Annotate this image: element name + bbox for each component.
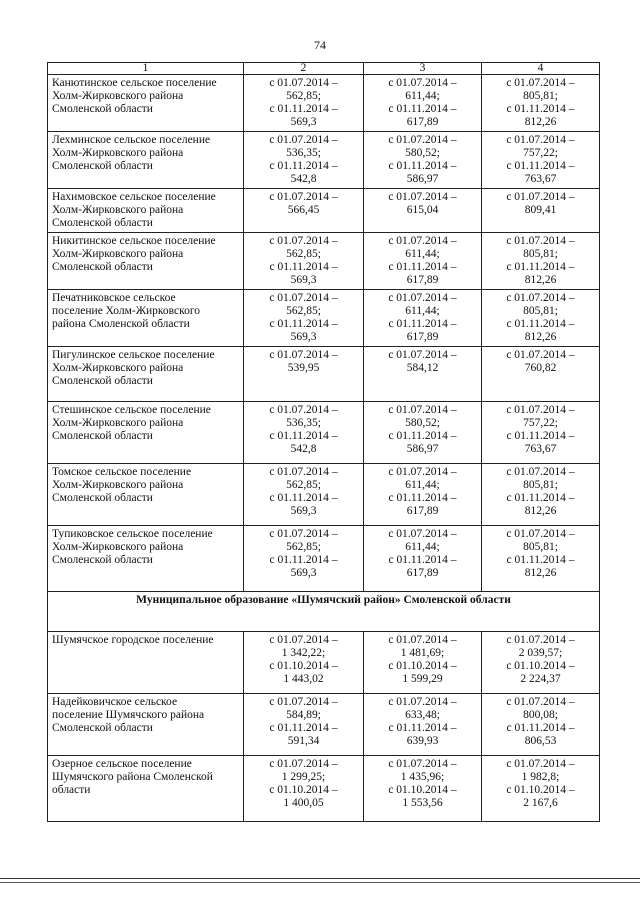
tariff-cell-col3-line: 611,44; xyxy=(405,305,440,317)
tariff-cell-col2-line: с 01.11.2014 – xyxy=(269,160,338,172)
tariff-cell-col3-line: 617,89 xyxy=(406,567,439,579)
table-row xyxy=(48,290,600,347)
tariff-cell-col2-line: 584,89; xyxy=(286,709,321,721)
tariff-cell-col3-line: с 01.11.2014 – xyxy=(388,554,457,566)
tariff-cell-col3-line: с 01.07.2014 – xyxy=(388,77,457,89)
settlement-name-cell xyxy=(48,132,244,189)
tariff-cell-col4-line: с 01.07.2014 – xyxy=(506,134,575,146)
settlement-name-cell xyxy=(48,526,244,592)
tariff-cell-col2-line: 1 342,22; xyxy=(281,647,326,659)
section-title: Муниципальное образование «Шумячский район» Смоленской области xyxy=(48,592,600,632)
tariff-cell-col3 xyxy=(364,347,482,402)
settlement-name-cell xyxy=(48,402,244,464)
tariff-cell-col4-line: 2 039,57; xyxy=(518,647,563,659)
tariff-cell-col4-line: 812,26 xyxy=(524,331,557,343)
tariff-cell-col4-line: с 01.11.2014 – xyxy=(506,318,575,330)
tariff-cell-col3-line: 1 599,29 xyxy=(402,673,443,685)
page-number: 74 xyxy=(314,38,326,52)
tariff-cell-col2-line: 562,85; xyxy=(286,248,321,260)
tariff-cell-col4-line: с 01.11.2014 – xyxy=(506,160,575,172)
tariff-cell-col4-line: с 01.07.2014 – xyxy=(506,404,575,416)
tariff-cell-col4-line: с 01.10.2014 – xyxy=(506,784,575,796)
tariff-cell-col2-line: 562,85; xyxy=(286,479,321,491)
tariff-cell-col3-line: с 01.07.2014 – xyxy=(388,235,457,247)
tariff-cell-col2-line: с 01.07.2014 – xyxy=(269,404,338,416)
tariff-cell-col3-line: 1 481,69; xyxy=(400,647,445,659)
tariff-cell-col3 xyxy=(364,233,482,290)
tariff-cell-col4-line: 760,82 xyxy=(524,362,557,374)
settlement-name-cell xyxy=(48,347,244,402)
tariff-cell-col4-line: с 01.11.2014 – xyxy=(506,261,575,273)
tariff-cell-col3-line: 586,97 xyxy=(406,173,439,185)
tariff-cell-col3-line: 639,93 xyxy=(406,735,439,747)
section-row xyxy=(48,592,600,632)
tariff-cell-col4-line: с 01.10.2014 – xyxy=(506,660,575,672)
settlement-name-cell-line: Томское сельское поселение xyxy=(52,466,192,478)
tariff-cell-col2-line: 569,3 xyxy=(290,505,317,517)
tariff-cell-col3 xyxy=(364,526,482,592)
tariff-cell-col2-line: 562,85; xyxy=(286,541,321,553)
settlement-name-cell-line: Нахимовское сельское поселение xyxy=(52,191,216,203)
tariff-cell-col2-line: с 01.10.2014 – xyxy=(269,660,338,672)
tariff-cell-col2-line: с 01.11.2014 – xyxy=(269,554,338,566)
tariff-cell-col4-line: с 01.07.2014 – xyxy=(506,235,575,247)
tariff-cell-col2-line: с 01.07.2014 – xyxy=(269,696,338,708)
tariff-cell-col4 xyxy=(482,233,600,290)
tariff-cell-col3 xyxy=(364,189,482,233)
tariff-cell-col3-line: с 01.10.2014 – xyxy=(388,660,457,672)
tariff-cell-col3 xyxy=(364,632,482,694)
tariff-cell-col3-line: 611,44; xyxy=(405,90,440,102)
tariff-cell-col2-line: 569,3 xyxy=(290,331,317,343)
tariff-cell-col3-line: 1 435,96; xyxy=(400,771,445,783)
footer-rule xyxy=(0,878,640,879)
tariff-cell-col4-line: 809,41 xyxy=(524,204,557,216)
tariff-cell-col3-line: с 01.07.2014 – xyxy=(388,696,457,708)
footer-rule xyxy=(0,882,640,883)
tariff-cell-col3 xyxy=(364,75,482,132)
tariff-cell-col4-line: с 01.07.2014 – xyxy=(506,466,575,478)
settlement-name-cell-line: Надейковичское сельское xyxy=(52,696,178,708)
tariff-cell-col4-line: с 01.07.2014 – xyxy=(506,191,575,203)
tariff-cell-col2-line: с 01.11.2014 – xyxy=(269,492,338,504)
tariff-cell-col3-line: с 01.07.2014 – xyxy=(388,292,457,304)
tariff-cell-col4-line: 757,22; xyxy=(523,147,558,159)
tariff-cell-col2-line: 1 400,05 xyxy=(283,797,324,809)
settlement-name-cell-line: Холм-Жирковского района xyxy=(52,541,184,553)
tariff-cell-col3-line: с 01.07.2014 – xyxy=(388,634,457,646)
tariff-cell-col3-line: 617,89 xyxy=(406,505,439,517)
tariff-cell-col3-line: 580,52; xyxy=(405,147,440,159)
settlement-name-cell-line: поселение Шумячского района xyxy=(52,709,205,721)
tariff-cell-col4 xyxy=(482,189,600,233)
tariff-cell-col2 xyxy=(244,632,364,694)
table-row xyxy=(48,347,600,402)
settlement-name-cell-line: Смоленской области xyxy=(52,554,153,566)
tariff-cell-col2 xyxy=(244,189,364,233)
tariff-cell-col3-line: с 01.07.2014 – xyxy=(388,191,457,203)
tariff-cell-col3-line: с 01.07.2014 – xyxy=(388,404,457,416)
tariff-cell-col3-line: 580,52; xyxy=(405,417,440,429)
tariff-cell-col4 xyxy=(482,75,600,132)
tariff-cell-col4-line: 1 982,8; xyxy=(521,771,560,783)
tariff-cell-col2-line: 569,3 xyxy=(290,567,317,579)
settlement-name-cell-line: Смоленской области xyxy=(52,722,153,734)
tariff-cell-col4-line: с 01.07.2014 – xyxy=(506,634,575,646)
settlement-name-cell-line: Лехминское сельское поселение xyxy=(52,134,211,146)
settlement-name-cell xyxy=(48,464,244,526)
table-row xyxy=(48,694,600,756)
tariff-cell-col4-line: с 01.07.2014 – xyxy=(506,349,575,361)
table-body xyxy=(48,75,600,822)
tariff-cell-col3-line: с 01.07.2014 – xyxy=(388,134,457,146)
settlement-name-cell xyxy=(48,75,244,132)
tariff-cell-col2 xyxy=(244,694,364,756)
settlement-name-cell-line: Озерное сельское поселение xyxy=(52,758,192,770)
tariff-cell-col4-line: 805,81; xyxy=(523,479,558,491)
tariff-cell-col4-line: 812,26 xyxy=(524,505,557,517)
tariff-cell-col2-line: с 01.07.2014 – xyxy=(269,528,338,540)
tariff-cell-col4 xyxy=(482,694,600,756)
tariff-cell-col3-line: 611,44; xyxy=(405,541,440,553)
settlement-name-cell xyxy=(48,290,244,347)
column-header: 2 xyxy=(244,63,364,75)
settlement-name-cell-line: Холм-Жирковского района xyxy=(52,248,184,260)
settlement-name-cell xyxy=(48,632,244,694)
settlement-name-cell-line: Канютинское сельское поселение xyxy=(52,77,217,89)
settlement-name-cell-line: Пигулинское сельское поселение xyxy=(52,349,215,361)
tariff-cell-col4-line: с 01.11.2014 – xyxy=(506,722,575,734)
settlement-name-cell-line: Шумячское городское поселение xyxy=(52,634,214,646)
settlement-name-cell-line: Холм-Жирковского района xyxy=(52,362,184,374)
tariff-cell-col4-line: с 01.11.2014 – xyxy=(506,430,575,442)
tariff-cell-col3-line: 617,89 xyxy=(406,116,439,128)
settlement-name-cell-line: Смоленской области xyxy=(52,160,153,172)
tariff-cell-col4 xyxy=(482,756,600,822)
tariff-cell-col2-line: с 01.07.2014 – xyxy=(269,466,338,478)
tariff-cell-col2-line: с 01.07.2014 – xyxy=(269,758,338,770)
tariff-cell-col4-line: с 01.07.2014 – xyxy=(506,696,575,708)
tariff-cell-col4-line: с 01.11.2014 – xyxy=(506,492,575,504)
settlement-name-cell-line: поселение Холм-Жирковского xyxy=(52,305,201,317)
settlement-name-cell-line: Тупиковское сельское поселение xyxy=(52,528,213,540)
tariff-cell-col2-line: 539,95 xyxy=(287,362,320,374)
settlement-name-cell-line: Смоленской области xyxy=(52,103,153,115)
tariff-cell-col3-line: с 01.11.2014 – xyxy=(388,430,457,442)
tariff-cell-col4-line: 812,26 xyxy=(524,567,557,579)
tariff-cell-col2-line: с 01.11.2014 – xyxy=(269,261,338,273)
tariff-cell-col3 xyxy=(364,290,482,347)
settlement-name-cell-line: Смоленской области xyxy=(52,261,153,273)
tariff-cell-col3 xyxy=(364,402,482,464)
tariff-cell-col4 xyxy=(482,290,600,347)
tariff-cell-col4 xyxy=(482,132,600,189)
tariff-cell-col2-line: с 01.07.2014 – xyxy=(269,77,338,89)
tariff-cell-col2 xyxy=(244,132,364,189)
settlement-name-cell xyxy=(48,233,244,290)
tariff-cell-col2-line: с 01.07.2014 – xyxy=(269,134,338,146)
tariff-cell-col2-line: 542,8 xyxy=(290,443,317,455)
tariff-cell-col4-line: 800,08; xyxy=(523,709,558,721)
tariff-cell-col4 xyxy=(482,526,600,592)
table-row xyxy=(48,632,600,694)
tariff-cell-col2 xyxy=(244,75,364,132)
tariff-cell-col2-line: с 01.07.2014 – xyxy=(269,634,338,646)
tariff-cell-col2-line: 536,35; xyxy=(286,147,321,159)
tariff-cell-col3-line: с 01.11.2014 – xyxy=(388,492,457,504)
tariff-cell-col3-line: 584,12 xyxy=(406,362,439,374)
settlement-name-cell-line: Стешинское сельское поселение xyxy=(52,404,211,416)
tariff-cell-col2-line: 1 299,25; xyxy=(281,771,326,783)
settlement-name-cell-line: Холм-Жирковского района xyxy=(52,204,184,216)
tariff-cell-col3 xyxy=(364,756,482,822)
tariff-cell-col3-line: 615,04 xyxy=(406,204,439,216)
tariff-cell-col3 xyxy=(364,132,482,189)
tariff-cell-col4-line: 805,81; xyxy=(523,90,558,102)
table-row xyxy=(48,402,600,464)
tariff-cell-col2-line: 569,3 xyxy=(290,274,317,286)
tariff-cell-col2-line: с 01.11.2014 – xyxy=(269,103,338,115)
column-header: 4 xyxy=(482,63,600,75)
tariff-cell-col2 xyxy=(244,290,364,347)
tariff-cell-col4-line: с 01.11.2014 – xyxy=(506,554,575,566)
tariff-cell-col3-line: с 01.11.2014 – xyxy=(388,722,457,734)
tariff-cell-col2 xyxy=(244,526,364,592)
settlement-name-cell-line: Смоленской области xyxy=(52,375,153,387)
tariff-cell-col2-line: с 01.11.2014 – xyxy=(269,722,338,734)
tariff-cell-col3-line: с 01.11.2014 – xyxy=(388,261,457,273)
settlement-name-cell-line: Смоленской области xyxy=(52,217,153,229)
table-row xyxy=(48,756,600,822)
tariff-cell-col2-line: 536,35; xyxy=(286,417,321,429)
tariff-cell-col2 xyxy=(244,756,364,822)
tariff-cell-col2-line: с 01.07.2014 – xyxy=(269,292,338,304)
tariff-cell-col3-line: с 01.07.2014 – xyxy=(388,528,457,540)
tariff-cell-col3-line: с 01.07.2014 – xyxy=(388,349,457,361)
tariff-cell-col4-line: 2 224,37 xyxy=(520,673,561,685)
tariff-cell-col3-line: 611,44; xyxy=(405,248,440,260)
tariff-cell-col4-line: 757,22; xyxy=(523,417,558,429)
table-row xyxy=(48,526,600,592)
settlement-name-cell-line: Печатниковское сельское xyxy=(52,292,176,304)
tariff-cell-col2-line: 562,85; xyxy=(286,305,321,317)
tariff-cell-col3-line: с 01.07.2014 – xyxy=(388,758,457,770)
tariff-cell-col4-line: с 01.11.2014 – xyxy=(506,103,575,115)
tariff-cell-col3-line: 1 553,56 xyxy=(402,797,443,809)
settlement-name-cell-line: Холм-Жирковского района xyxy=(52,479,184,491)
tariff-cell-col3 xyxy=(364,464,482,526)
table-row xyxy=(48,75,600,132)
tariff-cell-col2 xyxy=(244,233,364,290)
tariff-table xyxy=(47,62,600,822)
tariff-cell-col4-line: 763,67 xyxy=(524,443,557,455)
tariff-cell-col2-line: с 01.07.2014 – xyxy=(269,349,338,361)
table-row xyxy=(48,233,600,290)
tariff-cell-col3-line: 617,89 xyxy=(406,331,439,343)
tariff-cell-col4-line: 2 167,6 xyxy=(523,797,558,809)
tariff-cell-col4 xyxy=(482,347,600,402)
table-row xyxy=(48,464,600,526)
tariff-cell-col3-line: 586,97 xyxy=(406,443,439,455)
table-row xyxy=(48,189,600,233)
tariff-cell-col2 xyxy=(244,464,364,526)
tariff-cell-col3-line: 633,48; xyxy=(405,709,440,721)
tariff-cell-col2 xyxy=(244,402,364,464)
tariff-cell-col3-line: с 01.07.2014 – xyxy=(388,466,457,478)
tariff-cell-col3-line: с 01.11.2014 – xyxy=(388,103,457,115)
settlement-name-cell xyxy=(48,694,244,756)
header-row xyxy=(48,63,600,75)
tariff-cell-col2-line: с 01.07.2014 – xyxy=(269,191,338,203)
tariff-cell-col3-line: 611,44; xyxy=(405,479,440,491)
tariff-cell-col4 xyxy=(482,632,600,694)
column-header: 1 xyxy=(48,63,244,75)
settlement-name-cell xyxy=(48,756,244,822)
tariff-cell-col2-line: с 01.11.2014 – xyxy=(269,318,338,330)
tariff-cell-col4-line: 805,81; xyxy=(523,248,558,260)
settlement-name-cell xyxy=(48,189,244,233)
settlement-name-cell-line: Смоленской области xyxy=(52,492,153,504)
tariff-cell-col4-line: с 01.07.2014 – xyxy=(506,528,575,540)
tariff-cell-col2-line: 591,34 xyxy=(287,735,320,747)
tariff-cell-col3-line: 617,89 xyxy=(406,274,439,286)
tariff-cell-col3-line: с 01.11.2014 – xyxy=(388,160,457,172)
settlement-name-cell-line: Холм-Жирковского района xyxy=(52,90,184,102)
tariff-cell-col4-line: с 01.07.2014 – xyxy=(506,292,575,304)
tariff-cell-col2-line: с 01.10.2014 – xyxy=(269,784,338,796)
tariff-cell-col4 xyxy=(482,464,600,526)
tariff-cell-col2-line: 566,45 xyxy=(287,204,320,216)
settlement-name-cell-line: области xyxy=(52,784,91,796)
tariff-cell-col2-line: 1 443,02 xyxy=(283,673,324,685)
tariff-cell-col4-line: с 01.07.2014 – xyxy=(506,758,575,770)
tariff-cell-col4-line: 805,81; xyxy=(523,541,558,553)
tariff-cell-col2 xyxy=(244,347,364,402)
tariff-cell-col2-line: 542,8 xyxy=(290,173,317,185)
settlement-name-cell-line: Никитинское сельское поселение xyxy=(52,235,216,247)
settlement-name-cell-line: Холм-Жирковского района xyxy=(52,147,184,159)
settlement-name-cell-line: Шумячского района Смоленской xyxy=(52,771,213,783)
tariff-cell-col4-line: с 01.07.2014 – xyxy=(506,77,575,89)
tariff-cell-col3-line: с 01.10.2014 – xyxy=(388,784,457,796)
tariff-cell-col2-line: 569,3 xyxy=(290,116,317,128)
tariff-cell-col4-line: 812,26 xyxy=(524,274,557,286)
tariff-cell-col2-line: с 01.11.2014 – xyxy=(269,430,338,442)
tariff-cell-col3-line: с 01.11.2014 – xyxy=(388,318,457,330)
settlement-name-cell-line: Смоленской области xyxy=(52,430,153,442)
settlement-name-cell-line: Холм-Жирковского района xyxy=(52,417,184,429)
tariff-cell-col2-line: с 01.07.2014 – xyxy=(269,235,338,247)
tariff-cell-col4-line: 805,81; xyxy=(523,305,558,317)
tariff-cell-col4-line: 812,26 xyxy=(524,116,557,128)
column-header: 3 xyxy=(364,63,482,75)
tariff-cell-col4-line: 806,53 xyxy=(524,735,557,747)
tariff-cell-col4-line: 763,67 xyxy=(524,173,557,185)
tariff-cell-col4 xyxy=(482,402,600,464)
tariff-cell-col2-line: 562,85; xyxy=(286,90,321,102)
table-row xyxy=(48,132,600,189)
tariff-cell-col3 xyxy=(364,694,482,756)
settlement-name-cell-line: района Смоленской области xyxy=(52,318,190,330)
